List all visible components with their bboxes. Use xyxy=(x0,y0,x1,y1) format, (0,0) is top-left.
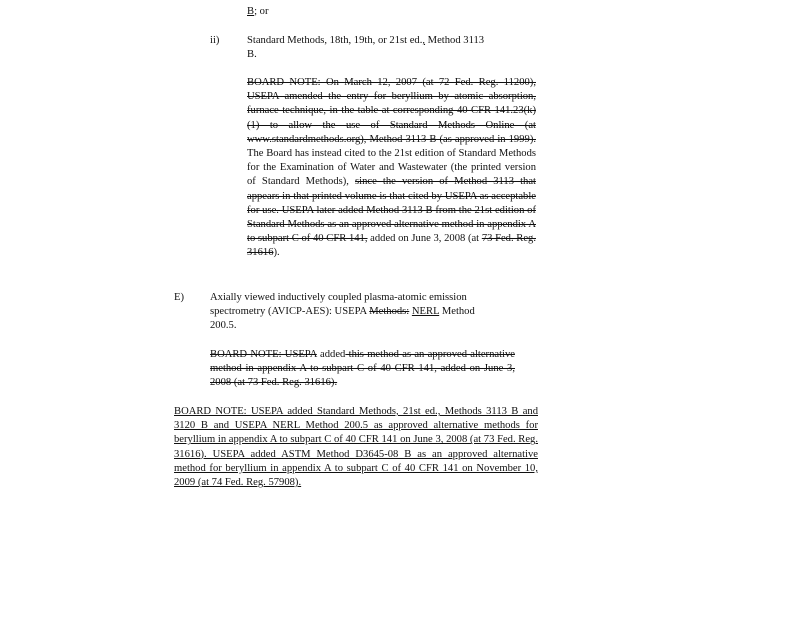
board-note-1-plain-a: The Board has instead cited to the 21st edition of Standard Methods for the Examination of Water and Wastewater (the printed version of Standard Methods), xyxy=(247,148,536,188)
item-e-line2a: spectrometry (AVICP-AES): USEPA xyxy=(210,306,370,318)
item-ii-line2: B. xyxy=(247,49,257,61)
item-e-text xyxy=(210,291,540,334)
board-note-1-deleted-b: since the version of Method 3113 that appears in that printed volume is that cited by USEPA as acceptable for use. USEPA later added Method 3113 B from the 21st edition of Standard Methods as an approved alternative method in appendix A to subpart C of 40 CFR 141, xyxy=(247,176,536,245)
item-e-deleted-methods: Methods: xyxy=(369,306,410,318)
board-note-2-plain-a: added xyxy=(316,349,346,360)
board-note-1-deleted-a: BOARD NOTE: On March 12, 2007 (at 72 Fed. Reg. 11200), USEPA amended the entry for beryllium by atomic absorption, furnace technique, in the table at corresponding 40 CFR 141.23(k)(1) to allow the use of Standard Methods Online (at www.standardmethods.org), Method 3113 B (as approved in 1999). xyxy=(247,77,536,145)
continued-method-letter: B xyxy=(247,6,255,17)
item-e-marker: E) xyxy=(174,292,184,303)
item-ii-line1: Standard Methods, 18th, 19th, or 21st ed. xyxy=(247,35,423,46)
board-note-1-plain-c: ). xyxy=(273,247,280,259)
board-note-2 xyxy=(210,348,515,391)
board-note-2-deleted-a: BOARD NOTE: USEPA xyxy=(210,349,317,360)
item-ii-marker: ii) xyxy=(210,35,220,46)
board-note-2-deleted-b: this method as an approved alternative method in appendix A to subpart C of 40 CFR 141, added on June 3, 2008 (at 73 Fed. Reg. 31616). xyxy=(210,349,515,389)
item-ii-inserted-comma: , xyxy=(422,35,426,46)
item-e-line3: 200.5. xyxy=(210,320,237,332)
item-e-inserted-nerl: NERL xyxy=(411,306,440,318)
item-e-line1: Axially viewed inductively coupled plasma-atomic emission xyxy=(210,292,467,303)
board-note-1-plain-b: added on June 3, 2008 (at xyxy=(367,233,482,245)
board-note-1 xyxy=(247,76,536,261)
continued-line xyxy=(247,5,547,19)
item-ii-line1-end: Method 3113 xyxy=(425,35,485,46)
continued-or: ; or xyxy=(254,6,269,17)
item-ii-text xyxy=(247,34,537,62)
item-e-line2b: Method xyxy=(439,306,475,318)
board-note-3: BOARD NOTE: USEPA added Standard Methods, 21st ed., Methods 3113 B and 3120 B and USEPA NERL Method 200.5 as approved alternative methods for beryllium in appendix A to subpart C of 40 CFR 141 on June 3, 2008 (at 73 Fed. Reg. 31616). USEPA added ASTM Method D3645-08 B as an approved alternative method for beryllium in appendix A to subpart C of 40 CFR 141 on November 10, 2009 (at 74 Fed. Reg. 57908). xyxy=(174,406,538,489)
board-note-1-deleted-c: 73 Fed. Reg. 31616 xyxy=(247,233,536,259)
